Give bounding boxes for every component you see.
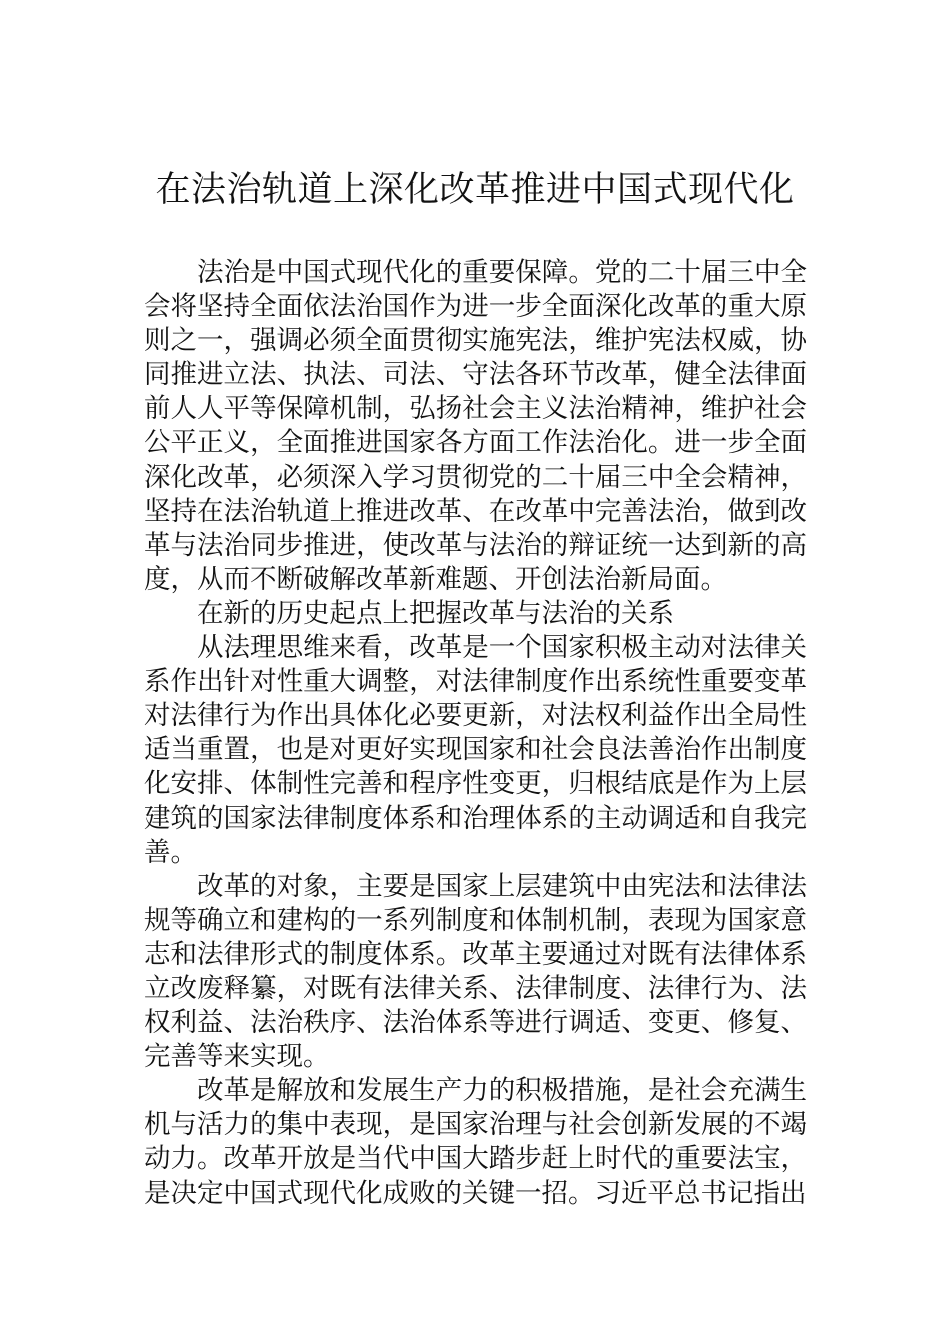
paragraph-intro: 法治是中国式现代化的重要保障。党的二十届三中全会将坚持全面依法治国作为进一步全面深化改革的重大原则之一，强调必须全面贯彻实施宪法，维护宪法权威，协同推进立法、执法、司法、守法各环节改革，健全法律面前人人平等保障机制，弘扬社会主义法治精神，维护社会公平正义，全面推进国家各方面工作法治化。进一步全面深化改革，必须深入学习贯彻党的二十届三中全会精神，坚持在法治轨道上推进改革、在改革中完善法治，做到改革与法治同步推进，使改革与法治的辩证统一达到新的高度，从而不断破解改革新难题、开创法治新局面。 [144, 257, 807, 595]
paragraph-reform-object: 改革的对象，主要是国家上层建筑中由宪法和法律法规等确立和建构的一系列制度和体制机制，表现为国家意志和法律形式的制度体系。改革主要通过对既有法律体系立改废释纂，对既有法律关系、法律制度、法律行为、法权利益、法治秩序、法治体系等进行调适、变更、修复、完善等来实现。 [144, 870, 807, 1073]
paragraph-reform-significance: 改革是解放和发展生产力的积极措施，是社会充满生机与活力的集中表现，是国家治理与社会创新发展的不竭动力。改革开放是当代中国大踏步赶上时代的重要法宝，是决定中国式现代化成败的关键一招。习近平总书记指出 [144, 1075, 807, 1209]
section-heading: 在新的历史起点上把握改革与法治的关系 [197, 597, 674, 629]
document-body [144, 256, 807, 1211]
paragraph-legal-thinking: 从法理思维来看，改革是一个国家积极主动对法律关系作出针对性重大调整，对法律制度作出系统性重要变革对法律行为作出具体化必要更新，对法权利益作出全局性适当重置，也是对更好实现国家和社会良法善治作出制度化安排、体制性完善和程序性变更，归根结底是作为上层建筑的国家法律制度体系和治理体系的主动调适和自我完善。 [144, 632, 807, 868]
document-title: 在法治轨道上深化改革推进中国式现代化 [155, 170, 795, 210]
